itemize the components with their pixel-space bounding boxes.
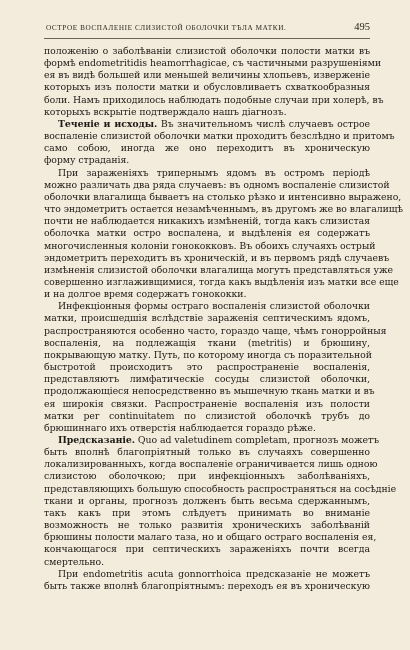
running-head: ОСТРОЕ ВОСПАЛЕНІЕ СЛИЗИСТОЙ ОБОЛОЧКИ ТѢЛА МАТКИ. xyxy=(46,24,287,32)
text-line: матки per continuitatem по слизистой оболочкѣ трубъ до xyxy=(44,410,370,422)
text-line: смертельно. xyxy=(44,556,105,568)
page-number: 495 xyxy=(354,22,370,33)
text-line: оболочка матки остро воспалена, и выдѣленія ея содержатъ xyxy=(44,228,370,240)
paragraph-continuation xyxy=(44,46,384,119)
text-line: покрывающую матку. Путь, по которому иногда съ поразительной xyxy=(44,349,372,361)
text-line: можно различать два ряда случаевъ: въ одномъ воспаленіе слизистой xyxy=(44,179,390,191)
section-heading-prognosis: Предсказаніе. xyxy=(58,435,135,446)
text-line: кончающагося при септическихъ зараженіяхъ почти всегда xyxy=(44,544,370,556)
text-line: что эндометритъ остается незамѣченнымъ, въ другомъ же во влагалищѣ xyxy=(44,204,403,216)
text-line: боли. Намъ приходилось наблюдать подобные случаи при холерѣ, въ xyxy=(44,94,384,106)
text-line: которыхъ вскрытіе подтверждало нашъ діагнозъ. xyxy=(44,106,287,118)
text-line: распространяются особенно часто, гораздо чаще, чѣмъ гонорройныя xyxy=(44,325,387,337)
text-line: ея широкія связки. Распространеніе воспаленія изъ полости xyxy=(44,398,370,410)
text-line: измѣненія слизистой оболочки влагалища могутъ представляться уже xyxy=(44,264,393,276)
text-line: брюшины полости малаго таза, но и общаго остраго воспаленія ея, xyxy=(44,532,377,544)
text-line: и на долгое время содержатъ гонококки. xyxy=(44,289,247,301)
text-line: которыхъ изъ полости матки и обусловливаетъ схваткообразныя xyxy=(44,82,370,94)
text-line: При зараженіяхъ трипернымъ ядомъ въ остромъ періодѣ xyxy=(58,167,370,179)
text-span: Quo ad valetudinem completam, прогнозъ можетъ xyxy=(137,435,380,446)
text-line: матки, происшедшія вслѣдствіе зараженія септическимъ ядомъ, xyxy=(44,313,370,325)
text-line: ткани и органы, прогнозъ долженъ быть весьма сдержаннымъ, xyxy=(44,495,370,507)
text-line: форму страданія. xyxy=(44,155,130,167)
text-line: быть вполнѣ благопріятный только въ случаяхъ совершенно xyxy=(44,447,370,459)
text-line: брюшиннаго ихъ отверстія наблюдается гораздо рѣже. xyxy=(44,422,316,434)
text-line: почти не наблюдается никакихъ измѣненій, тогда какъ слизистая xyxy=(44,216,370,228)
text-line: ея въ видѣ большей или меньшей величины хлопьевъ, изверженіе xyxy=(44,70,370,82)
text-line: представляютъ лимфатическіе сосуды слизистой оболочки, xyxy=(44,374,370,386)
text-line: продолжающіеся непосредственно въ мышечную ткань матки и въ xyxy=(44,386,375,398)
paragraph-prognosis xyxy=(44,435,397,569)
paragraph-course xyxy=(44,118,395,168)
paragraph-gonorrhea xyxy=(44,167,403,302)
text-line: быстротой происходитъ это распространеніе воспаленія, xyxy=(44,362,370,374)
paragraph-infectious xyxy=(44,301,387,435)
text-line: оболочки влагалища бываетъ на столько рѣзко и интенсивно выражено, xyxy=(44,191,402,203)
text-span: Въ значительномъ числѣ случаевъ острое xyxy=(160,118,371,130)
body-text xyxy=(44,46,403,593)
text-line xyxy=(44,119,370,131)
text-line: воспаленія, на подлежащія ткани (metritis) и брюшину, xyxy=(44,337,370,349)
text-line: представляющихъ большую способность распространяться на сосѣдніе xyxy=(44,483,397,495)
section-heading-course: Теченіе и исходы. xyxy=(58,118,158,130)
text-line: быть также вполнѣ благопріятнымъ: переходъ ея въ хроническую xyxy=(44,580,370,592)
text-line: положенію о заболѣваніи слизистой оболочки полости матки въ xyxy=(44,46,370,57)
text-line: возможность не только развитія хроническихъ заболѣваній xyxy=(44,520,370,532)
text-line: формѣ endometritidis heamorrhagicae, съ частичными разрушеніями xyxy=(44,58,382,70)
text-line: эндометритъ переходитъ въ хроническій, и въ первомъ рядѣ случаевъ xyxy=(44,252,390,264)
page-header xyxy=(44,22,370,39)
text-line: само собою, иногда же оно переходитъ въ хроническую xyxy=(44,143,370,155)
text-line xyxy=(44,435,380,447)
text-line: локализированныхъ, когда воспаленіе ограничивается лишь одною xyxy=(44,459,378,471)
text-line: совершенно изглаживщимися, тогда какъ выдѣленія изъ матки все еще xyxy=(44,276,399,288)
paragraph-gonorrhoica xyxy=(44,569,370,593)
text-line: Инфекціонныя формы остраго воспаленія слизистой оболочки xyxy=(58,301,370,313)
text-line: слизистою оболочкою; при инфекціонныхъ заболѣваніяхъ, xyxy=(44,471,370,483)
text-line: такъ какъ при этомъ слѣдуетъ принимать во вниманіе xyxy=(44,507,370,519)
text-line: При endometritis acuta gonnorrhoica предсказаніе не можетъ xyxy=(58,568,370,580)
text-line: воспаленіе слизистой оболочки матки проходитъ безслѣдно и притомъ xyxy=(44,131,395,143)
text-line: многочисленныя колоніи гонококковъ. Въ обоихъ случаяхъ острый xyxy=(44,240,376,252)
